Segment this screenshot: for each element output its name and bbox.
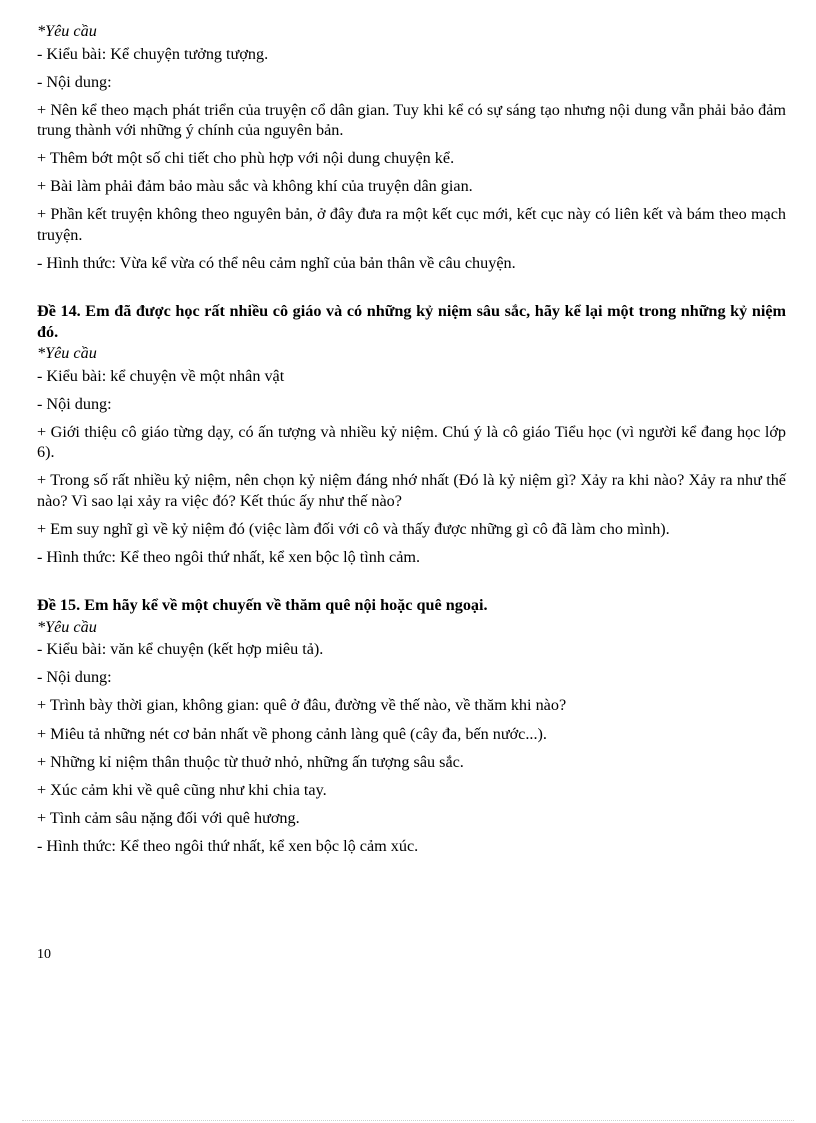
section-de-14 [37, 301, 786, 567]
section-tuong-tuong [37, 21, 786, 274]
page-number: 10 [37, 947, 51, 962]
section-de-15 [37, 595, 786, 856]
text-line: - Kiểu bài: văn kể chuyện (kết hợp miêu tả). [37, 640, 324, 659]
text-line: - Hình thức: Kể theo ngôi thứ nhất, kể xen bộc lộ cảm xúc. [37, 836, 419, 855]
text-line: - Nội dung: [37, 668, 112, 687]
text-line: + Giới thiệu cô giáo từng dạy, có ấn tượng và nhiều kỷ niệm. Chú ý là cô giáo Tiểu học (vì người kể đang học lớp 6). [37, 422, 786, 462]
text-line: + Xúc cảm khi về quê cũng như khi chia tay. [37, 780, 327, 799]
section-spacer [37, 575, 786, 595]
text-line: + Bài làm phải đảm bảo màu sắc và không khí của truyện dân gian. [37, 177, 473, 196]
text-line: + Những kỉ niệm thân thuộc từ thuở nhỏ, những ấn tượng sâu sắc. [37, 752, 464, 771]
page-bottom-divider [22, 1120, 794, 1121]
text-line: - Kiểu bài: Kể chuyện tưởng tượng. [37, 44, 269, 63]
text-line: - Hình thức: Kể theo ngôi thứ nhất, kể xen bộc lộ tình cảm. [37, 548, 421, 567]
text-line: + Thêm bớt một số chi tiết cho phù hợp với nội dung chuyện kể. [37, 149, 455, 168]
text-line: + Miêu tả những nét cơ bản nhất về phong cảnh làng quê (cây đa, bến nước...). [37, 724, 547, 743]
text-line: - Nội dung: [37, 394, 112, 413]
document-page [37, 21, 786, 864]
section-title: Đề 15. Em hãy kể về một chuyến về thăm quê nội hoặc quê ngoại. [37, 596, 488, 615]
text-line: - Nội dung: [37, 72, 112, 91]
text-line: - Kiểu bài: kể chuyện về một nhân vật [37, 366, 285, 385]
section-title: Đề 14. Em đã được học rất nhiều cô giáo và có những kỷ niệm sâu sắc, hãy kể lại một trong những kỷ niệm đó. [37, 302, 786, 341]
text-line: + Trong số rất nhiều kỷ niệm, nên chọn kỷ niệm đáng nhớ nhất (Đó là kỷ niệm gì? Xảy ra khi nào? Xảy ra như thế nào? Vì sao lại xảy ra việc đó? Kết thúc ấy như thế nào? [37, 471, 786, 510]
requirement-heading: *Yêu cầu [37, 22, 97, 40]
requirement-heading: *Yêu cầu [37, 344, 97, 363]
requirement-heading: *Yêu cầu [37, 617, 97, 636]
text-line: - Hình thức: Vừa kể vừa có thể nêu cảm nghĩ của bản thân về câu chuyện. [37, 254, 516, 273]
text-line: + Nên kể theo mạch phát triển của truyện cổ dân gian. Tuy khi kể có sự sáng tạo nhưng nội dung vẫn phải bảo đảm trung thành với những ý chính của nguyên bản. [37, 100, 786, 140]
text-line: + Tình cảm sâu nặng đối với quê hương. [37, 808, 300, 827]
text-line: + Phần kết truyện không theo nguyên bản, ở đây đưa ra một kết cục mới, kết cục này có liên kết và bám theo mạch truyện. [37, 205, 786, 244]
section-spacer [37, 281, 786, 301]
text-line: + Trình bày thời gian, không gian: quê ở đâu, đường về thế nào, về thăm khi nào? [37, 696, 567, 715]
text-line: + Em suy nghĩ gì về kỷ niệm đó (việc làm đối với cô và thấy được những gì cô đã làm cho mình). [37, 520, 670, 539]
